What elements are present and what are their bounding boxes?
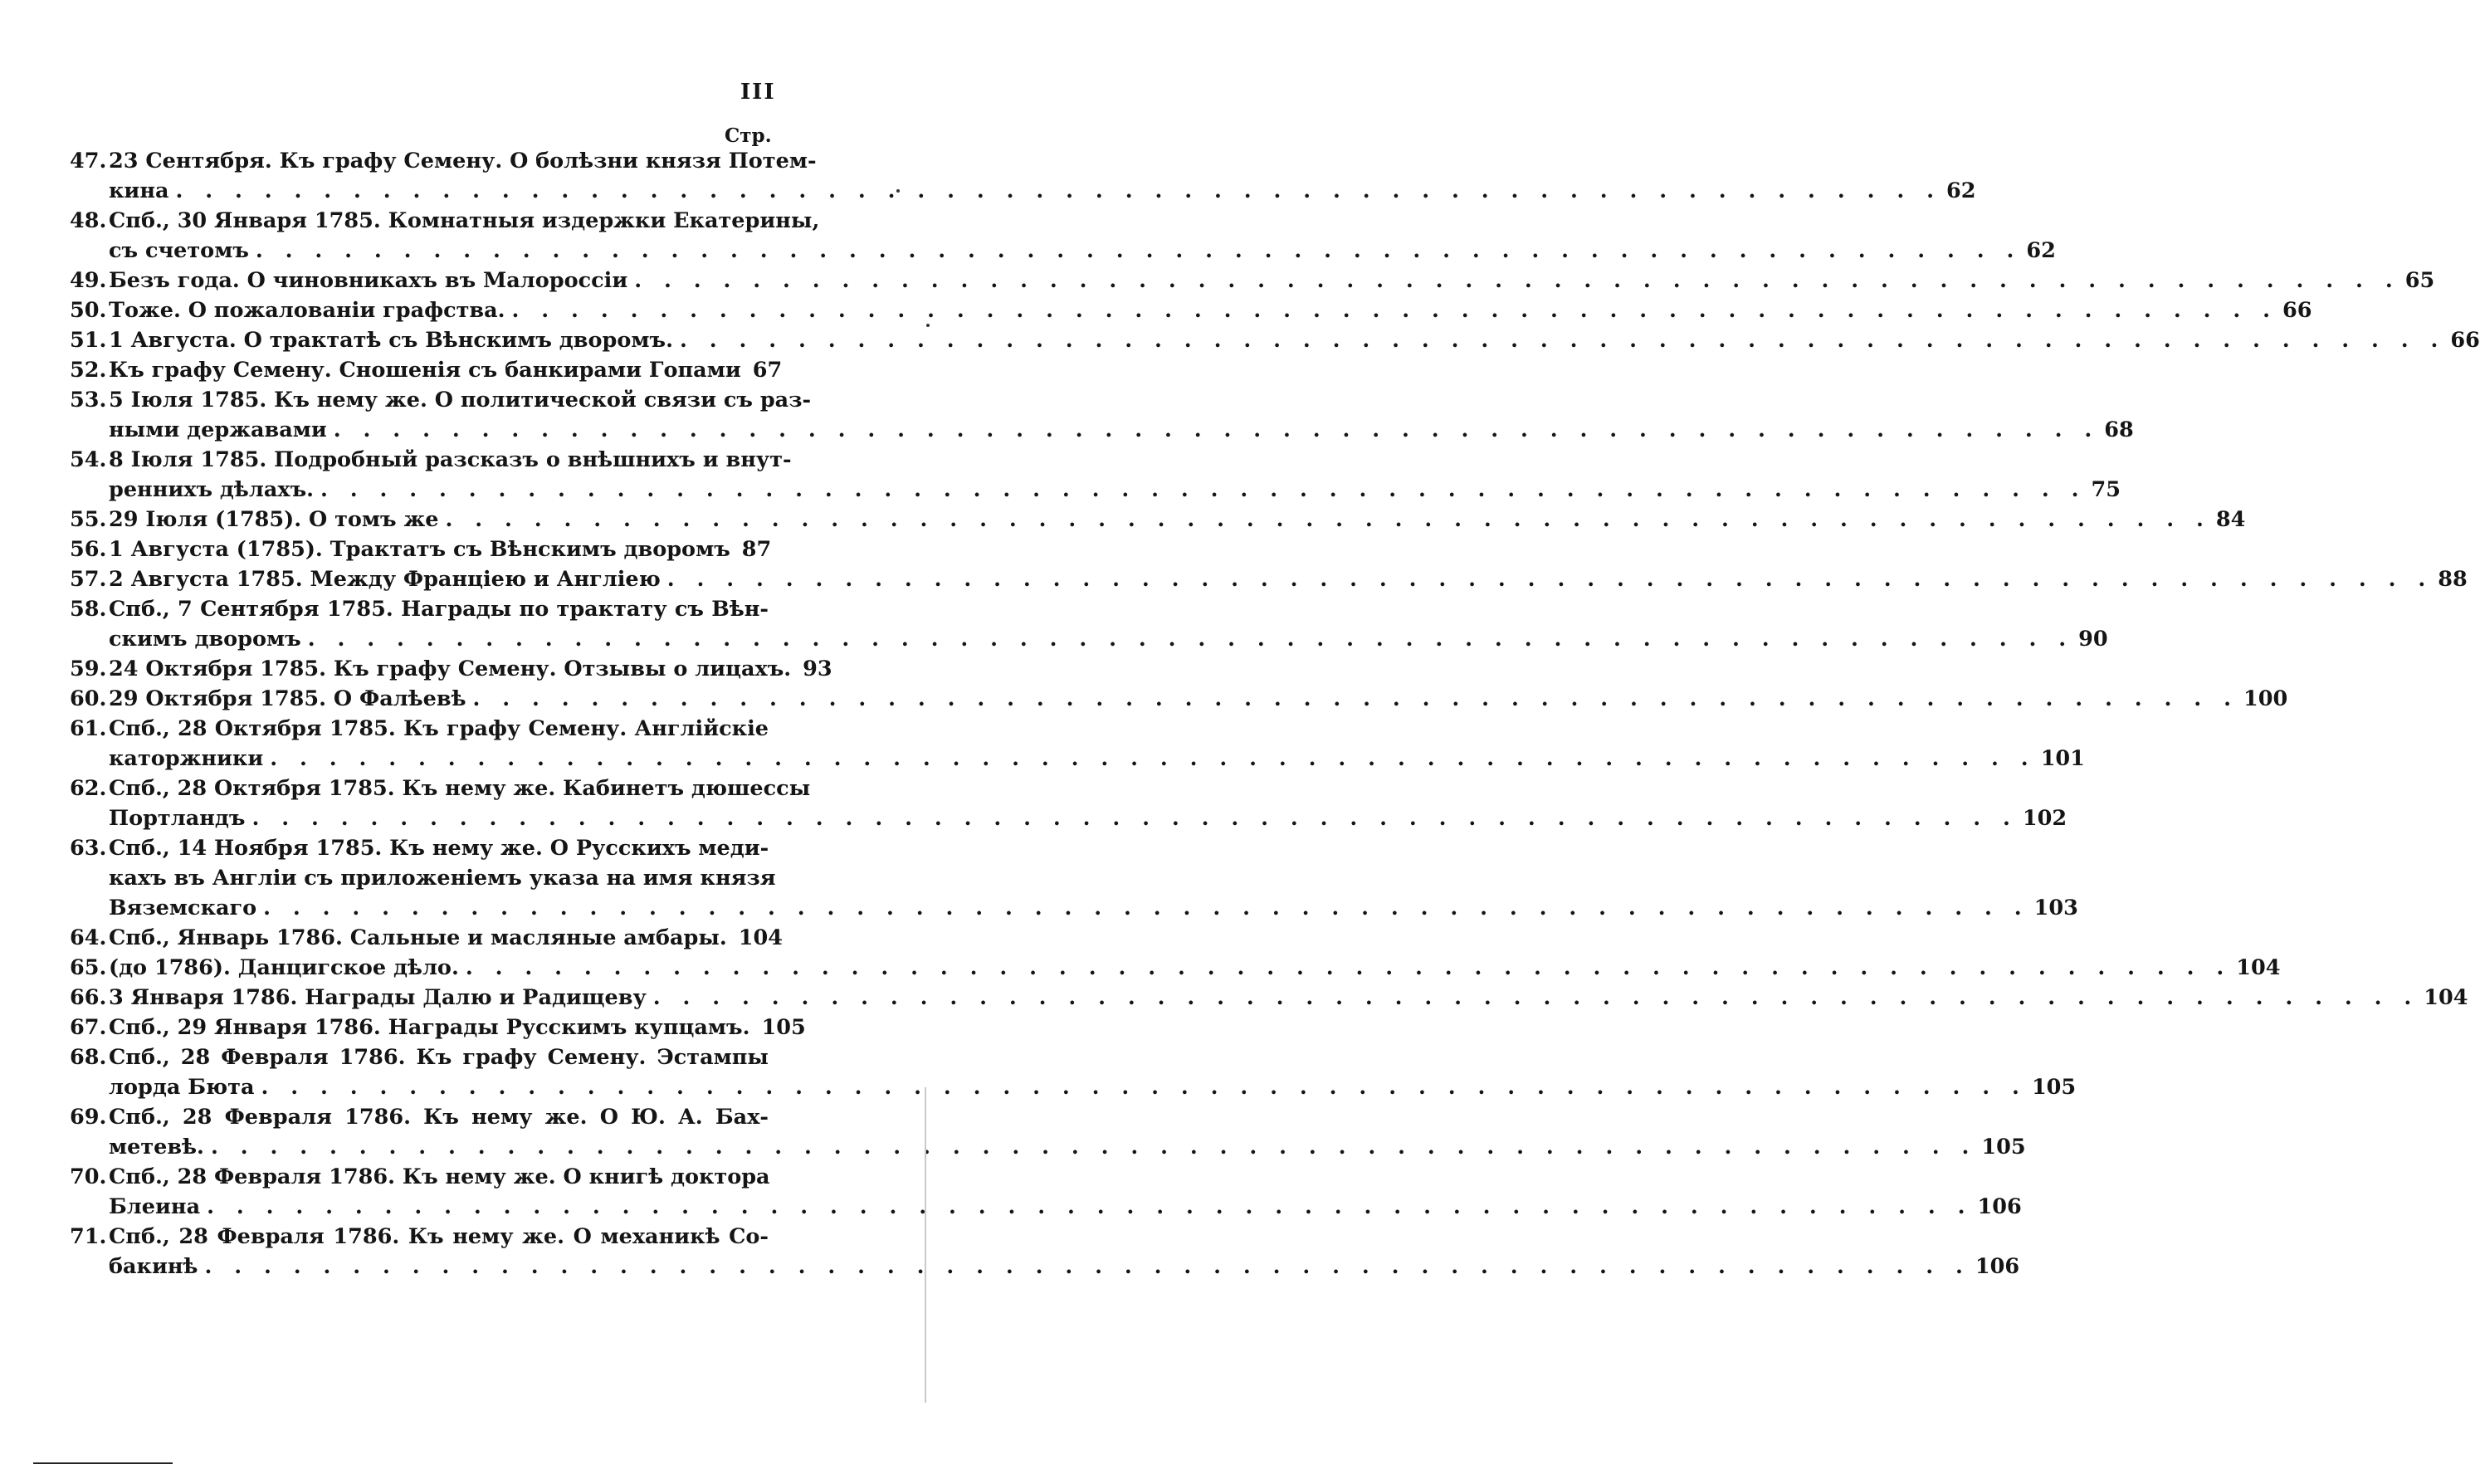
entry-title: 24 Октября 1785. Къ графу Семену. Отзывы о лицахъ. (109, 657, 792, 681)
page-column-header: Стр. (725, 124, 772, 147)
entry-number: 57. (70, 567, 107, 592)
toc-line (70, 415, 2134, 445)
toc-line (70, 1222, 769, 1252)
entry-title: бакинѣ (109, 1254, 198, 1279)
entry-title: съ счетомъ (109, 238, 249, 263)
entry-title: 1 Августа. О трактатѣ съ Вѣнскимъ дворомъ. (109, 328, 673, 353)
toc-line (70, 266, 2435, 295)
toc-line (70, 714, 769, 744)
page-ref: 104 (738, 925, 784, 950)
toc-entry (70, 983, 2468, 1013)
scan-edge-mark (925, 1087, 926, 1403)
entry-title: (до 1786). Данцигское дѣло. (109, 955, 459, 980)
page-number: III (740, 80, 776, 105)
entry-number: 47. (70, 149, 107, 173)
toc-entry (70, 355, 783, 385)
toc-entry (70, 833, 2078, 923)
entry-title: 1 Августа (1785). Трактатъ съ Вѣнскимъ дворомъ (109, 537, 730, 562)
toc-line (70, 624, 2108, 654)
entry-number: 52. (70, 358, 107, 383)
entry-title: Спб., 28 Февраля 1786. Къ графу Семену. Эстампы (109, 1045, 769, 1070)
entry-title: Спб., 29 Января 1786. Награды Русскимъ купцамъ. (109, 1015, 750, 1040)
dot-leader (466, 953, 2231, 983)
entry-number: 61. (70, 716, 107, 741)
page-ref: 68 (2104, 417, 2134, 442)
toc-line (70, 505, 2246, 535)
toc-line (70, 594, 769, 624)
toc-line (70, 385, 812, 415)
dot-leader (176, 176, 1941, 206)
entry-number: 48. (70, 208, 107, 233)
entry-title: Спб., 30 Января 1785. Комнатныя издержки Екатерины, (109, 208, 820, 233)
table-of-contents (70, 146, 2480, 1281)
entry-title: Вяземскаго (109, 896, 257, 920)
toc-entry (70, 1013, 806, 1042)
toc-entry (70, 445, 2121, 505)
toc-line (70, 1072, 2077, 1102)
toc-entry (70, 774, 2067, 833)
entry-title: кахъ въ Англіи съ приложеніемъ указа на имя князя (109, 866, 776, 891)
entry-number: 54. (70, 447, 107, 472)
entry-number: 71. (70, 1224, 107, 1249)
toc-line (70, 893, 2078, 923)
entry-number: 68. (70, 1045, 107, 1070)
toc-line (70, 564, 2468, 594)
dot-leader (207, 1192, 1972, 1222)
toc-entry (70, 953, 2281, 983)
toc-line (70, 1192, 2022, 1222)
entry-number: 69. (70, 1105, 107, 1130)
page-ref: 62 (2026, 238, 2056, 263)
entry-title: кина (109, 178, 169, 203)
dot-leader (251, 803, 2017, 833)
entry-title: лорда Бюта (109, 1075, 255, 1100)
toc-line (70, 295, 2312, 325)
entry-number: 70. (70, 1164, 107, 1189)
dot-leader (211, 1132, 1976, 1162)
footer-rule (33, 1462, 173, 1464)
page-ref: 103 (2033, 896, 2078, 920)
toc-line (70, 744, 2085, 774)
entry-number: 63. (70, 836, 107, 861)
entry-title: Безъ года. О чиновникахъ въ Малороссіи (109, 268, 628, 293)
entry-number: 67. (70, 1015, 107, 1040)
page-ref: 65 (2404, 268, 2435, 293)
entry-number: 59. (70, 657, 107, 681)
entry-title: 29 Іюля (1785). О томъ же (109, 507, 439, 532)
entry-title: Спб., 14 Ноября 1785. Къ нему же. О Русскихъ меди- (109, 836, 769, 861)
toc-line (70, 684, 2288, 714)
dot-leader (634, 266, 2399, 295)
toc-line (70, 953, 2281, 983)
entry-title: 29 Октября 1785. О Фалѣевѣ (109, 686, 466, 711)
dot-leader (473, 684, 2238, 714)
entry-title: 8 Іюля 1785. Подробный разсказъ о внѣшнихъ и внут- (109, 447, 792, 472)
entry-title: Тоже. О пожалованіи графства. (109, 298, 505, 323)
dot-leader (680, 325, 2445, 355)
dot-leader (261, 1072, 2026, 1102)
entry-title: скимъ дворомъ (109, 627, 301, 652)
dot-leader (512, 295, 2277, 325)
entry-number: 50. (70, 298, 107, 323)
page-ref: 105 (761, 1015, 806, 1040)
toc-line (70, 803, 2067, 833)
page-ref: 75 (2091, 477, 2121, 502)
toc-line (70, 1102, 769, 1132)
entry-title: Спб., 28 Октября 1785. Къ графу Семену. Англійскіе (109, 716, 769, 741)
entry-number: 65. (70, 955, 107, 980)
toc-entry (70, 923, 784, 953)
dot-leader (270, 744, 2035, 774)
entry-title: Спб., 28 Октября 1785. Къ нему же. Кабинетъ дюшессы (109, 776, 811, 801)
entry-title: 23 Сентября. Къ графу Семену. О болѣзни князя Потем- (109, 149, 817, 173)
page-ref: 90 (2078, 627, 2108, 652)
dot-leader (263, 893, 2028, 923)
entry-title: 5 Іюля 1785. Къ нему же. О политической связи съ раз- (109, 388, 812, 412)
dot-leader (320, 475, 2086, 505)
toc-entry (70, 1222, 2020, 1281)
entry-title: Спб., Январь 1786. Сальные и масляные амбары. (109, 925, 727, 950)
toc-line (70, 445, 792, 475)
toc-line (70, 983, 2468, 1013)
entry-number: 56. (70, 537, 107, 562)
page-ref: 106 (1975, 1254, 2020, 1279)
entry-title: Къ графу Семену. Сношенія съ банкирами Гопами (109, 358, 741, 383)
page-ref: 67 (752, 358, 783, 383)
page-ref: 62 (1945, 178, 1976, 203)
toc-line (70, 1132, 2026, 1162)
toc-line (70, 1252, 2020, 1281)
page-ref: 105 (2031, 1075, 2077, 1100)
toc-line (70, 146, 817, 176)
toc-entry (70, 594, 2108, 654)
toc-line (70, 325, 2480, 355)
entry-title: 2 Августа 1785. Между Франціею и Англіею (109, 567, 661, 592)
toc-line (70, 923, 784, 953)
toc-entry (70, 1042, 2077, 1102)
toc-entry (70, 266, 2435, 295)
toc-line (70, 475, 2121, 505)
dot-leader (445, 505, 2210, 535)
entry-title: Блеина (109, 1194, 201, 1219)
entry-title: Спб., 28 Февраля 1786. Къ нему же. О Ю. А. Бах- (109, 1105, 769, 1130)
toc-line (70, 236, 2056, 266)
toc-line (70, 176, 1976, 206)
toc-line (70, 833, 769, 863)
page-ref: 87 (741, 537, 772, 562)
entry-number: 51. (70, 328, 107, 353)
toc-line (70, 206, 820, 236)
page-ref: 66 (2450, 328, 2480, 353)
entry-title: 3 Января 1786. Награды Далю и Радищеву (109, 985, 647, 1010)
toc-entry (70, 1162, 2022, 1222)
toc-entry (70, 564, 2468, 594)
toc-line (70, 1013, 806, 1042)
entry-title: реннихъ дѣлахъ. (109, 477, 315, 502)
entry-title: Спб., 28 Февраля 1786. Къ нему же. О книгѣ доктора (109, 1164, 770, 1189)
entry-number: 53. (70, 388, 107, 412)
page-ref: 104 (2236, 955, 2281, 980)
toc-line (70, 863, 776, 893)
toc-line (70, 535, 772, 564)
page-ref: 104 (2424, 985, 2468, 1010)
entry-title: каторжники (109, 746, 264, 771)
page-ref: 105 (1981, 1135, 2026, 1159)
dot-leader (256, 236, 2021, 266)
toc-entry (70, 206, 2056, 266)
page-ref: 66 (2282, 298, 2312, 323)
page-ref: 106 (1977, 1194, 2022, 1219)
scan-speck (926, 324, 930, 327)
entry-number: 66. (70, 985, 107, 1010)
dot-leader (204, 1252, 1970, 1281)
dot-leader (334, 415, 2099, 445)
page-ref: 93 (803, 657, 832, 681)
toc-entry (70, 714, 2085, 774)
toc-entry (70, 385, 2134, 445)
entry-number: 58. (70, 597, 107, 622)
dot-leader (667, 564, 2433, 594)
page-ref: 101 (2040, 746, 2085, 771)
toc-line (70, 1042, 769, 1072)
entry-title: метевѣ. (109, 1135, 204, 1159)
page-ref: 88 (2438, 567, 2468, 592)
entry-title: ными державами (109, 417, 327, 442)
entry-number: 60. (70, 686, 107, 711)
toc-entry (70, 505, 2246, 535)
dot-leader (308, 624, 2073, 654)
entry-title: Портландъ (109, 806, 246, 831)
entry-title: Спб., 28 Февраля 1786. Къ нему же. О механикѣ Со- (109, 1224, 769, 1249)
page-ref: 84 (2215, 507, 2246, 532)
entry-title: Спб., 7 Сентября 1785. Награды по трактату съ Вѣн- (109, 597, 769, 622)
toc-line (70, 1162, 769, 1192)
page-ref: 100 (2243, 686, 2288, 711)
dot-leader (653, 983, 2419, 1013)
toc-entry (70, 654, 832, 684)
toc-line (70, 355, 783, 385)
toc-line (70, 774, 811, 803)
toc-entry (70, 146, 1976, 206)
toc-entry (70, 684, 2288, 714)
toc-entry (70, 535, 772, 564)
entry-number: 64. (70, 925, 107, 950)
page-ref: 102 (2022, 806, 2067, 831)
scan-speck (896, 189, 900, 193)
toc-entry (70, 295, 2312, 325)
toc-entry (70, 1102, 2026, 1162)
entry-number: 49. (70, 268, 107, 293)
toc-line (70, 654, 832, 684)
entry-number: 62. (70, 776, 107, 801)
toc-entry (70, 325, 2480, 355)
entry-number: 55. (70, 507, 107, 532)
